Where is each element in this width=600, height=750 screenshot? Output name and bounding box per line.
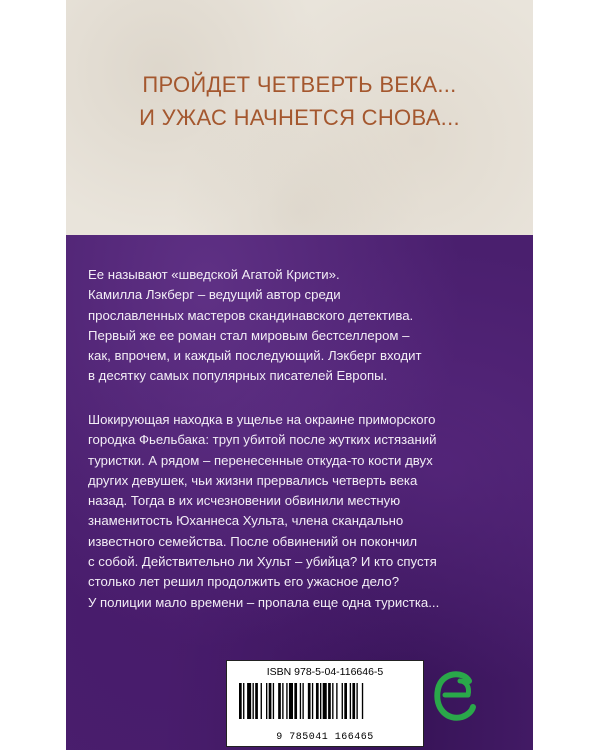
text-line: в десятку самых популярных писателей Европы. <box>88 368 388 384</box>
barcode-bar <box>308 683 311 719</box>
barcode-bar <box>294 683 297 719</box>
barcode <box>237 683 415 731</box>
barcode-bar <box>350 683 351 719</box>
barcode-bar <box>266 683 267 719</box>
text-line: других девушек, чьи жизни прервались четверть века <box>88 472 418 488</box>
barcode-bar <box>273 683 274 719</box>
barcode-bar <box>302 683 303 719</box>
text-line: Первый же ее роман стал мировым бестселлером – <box>88 327 410 343</box>
barcode-bar <box>300 683 301 719</box>
barcode-bar <box>247 683 251 719</box>
text-line: туристки. А рядом – перенесенные откуда-то кости двух <box>88 452 433 468</box>
tagline-line-1: ПРОЙДЕТ ЧЕТВЕРТЬ ВЕКА... <box>142 72 457 97</box>
barcode-bar <box>316 683 319 719</box>
book-back-cover <box>66 0 533 750</box>
description-panel <box>66 235 533 750</box>
barcode-bar <box>356 683 357 719</box>
barcode-bar <box>323 683 327 719</box>
text-line: Ее называют «шведской Агатой Кристи». <box>88 267 340 282</box>
barcode-bar <box>278 683 281 719</box>
synopsis-paragraph <box>88 410 518 613</box>
barcode-bar <box>344 683 347 719</box>
text-line: известного семейства. После обвинений он покончил <box>88 533 418 549</box>
text-line: прославленных мастеров скандинавского детектива. <box>88 307 414 323</box>
text-line: Камилла Лэкберг – ведущий автор среди <box>88 287 341 303</box>
barcode-bar <box>255 683 258 719</box>
barcode-bar <box>362 683 363 719</box>
isbn-label: ISBN 978-5-04-116646-5 <box>266 666 384 678</box>
text-line: У полиции мало времени – пропала еще одна туристка... <box>88 594 440 610</box>
barcode-bar <box>286 683 287 719</box>
text-line: как, впрочем, и каждый последующий. Лэкберг входит <box>88 348 422 364</box>
barcode-bar <box>261 683 262 719</box>
barcode-bar <box>328 683 331 719</box>
barcode-bar <box>332 683 333 719</box>
barcode-bar <box>243 683 244 719</box>
text-line: Шокирующая находка в ущелье на окраине приморского <box>88 412 436 427</box>
text-line: назад. Тогда в их исчезновении обвинили местную <box>88 493 401 509</box>
isbn-barcode-box <box>226 660 424 747</box>
barcode-bar <box>312 683 313 719</box>
barcode-bar <box>282 683 283 719</box>
barcode-bar <box>320 683 321 719</box>
text-line: городка Фьельбака: труп убитой после жутких истязаний <box>88 432 437 448</box>
barcode-bar <box>336 683 337 719</box>
publisher-logo-icon <box>432 667 478 727</box>
author-paragraph <box>88 265 518 387</box>
barcode-bar <box>239 683 242 719</box>
text-line: знаменитость Юханнеса Хульта, члена скандально <box>88 513 404 529</box>
barcode-bar <box>253 683 254 719</box>
tagline-panel <box>66 0 533 235</box>
barcode-bar <box>342 683 343 719</box>
barcode-bar <box>352 683 355 719</box>
tagline-line-2: И УЖАС НАЧНЕТСЯ СНОВА... <box>139 105 460 130</box>
barcode-bar <box>269 683 272 719</box>
text-line: столько лет решил продолжить его ужасное дело? <box>88 574 400 590</box>
barcode-bar <box>289 683 293 719</box>
text-line: с собой. Действительно ли Хульт – убийца? И кто спустя <box>88 554 437 570</box>
barcode-digits: 9 785041 166465 <box>276 732 374 743</box>
